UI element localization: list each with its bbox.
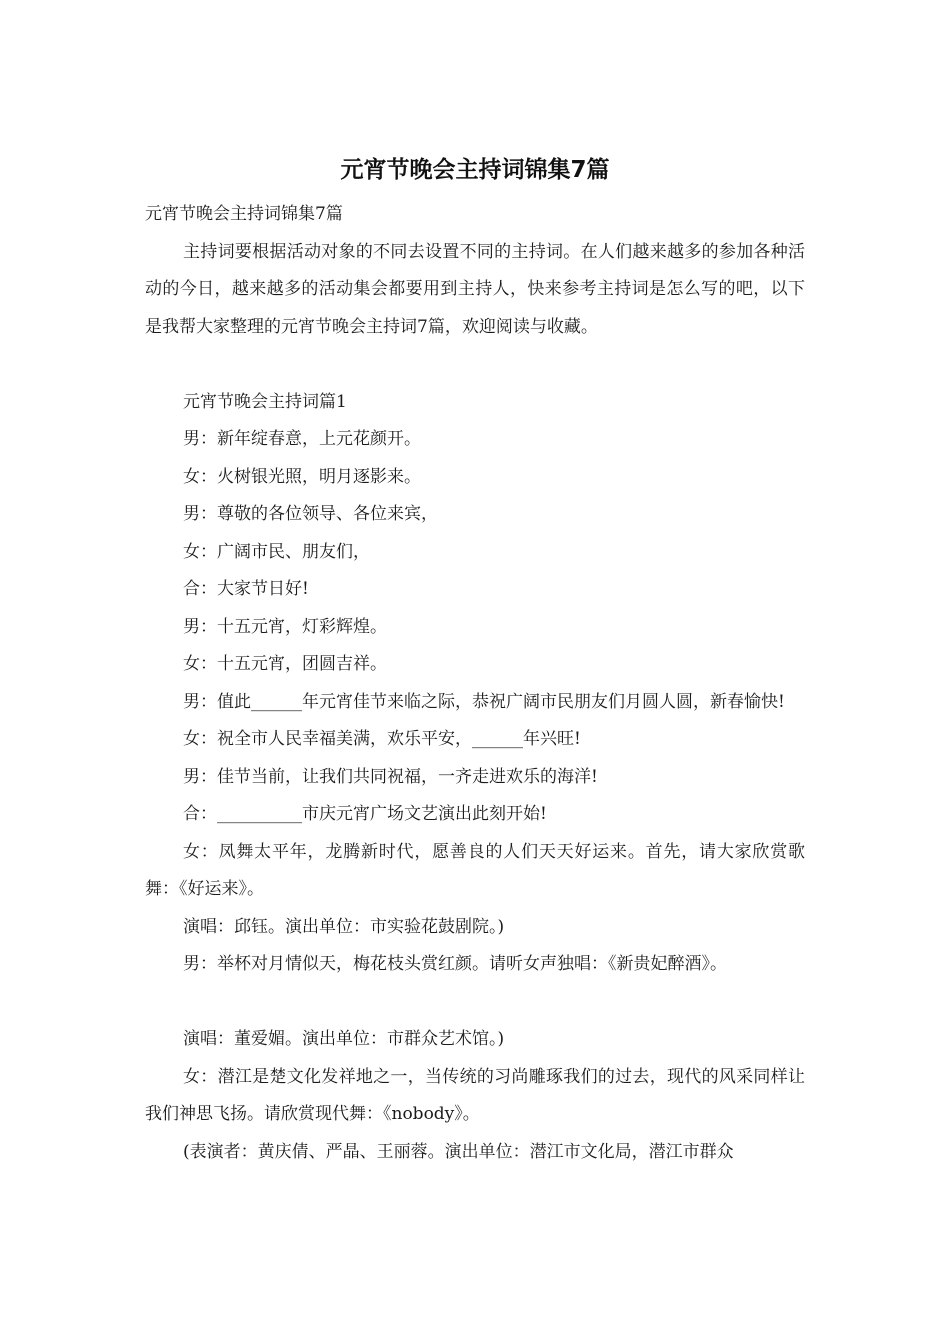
intro-paragraph: 主持词要根据活动对象的不同去设置不同的主持词。在人们越来越多的参加各种活动的今日，越来越多的活动集会都要用到主持人，快来参考主持词是怎么写的吧，以下是我帮大家整理的元宵节晚会主持词7篇，欢迎阅读与收藏。 — [145, 241, 805, 337]
dialogue-line: 女：火树银光照，明月逐影来。 — [183, 466, 421, 487]
performer-note: 演唱：董爱媚。演出单位：市群众艺术馆。) — [183, 1029, 505, 1049]
dialogue-line: 女：潜江是楚文化发祥地之一，当传统的习尚雕琢我们的过去，现代的风采同样让我们神思飞扬。请欣赏现代舞：《nobody》。 — [145, 1066, 805, 1124]
dialogue-line: 男：举杯对月情似天，梅花枝头赏红颜。请听女声独唱：《新贵妃醉酒》。 — [183, 954, 727, 974]
dialogue-line: 男：尊敬的各位领导、各位来宾， — [183, 504, 438, 524]
document-body — [145, 196, 805, 1171]
document-title: 元宵节晚会主持词锦集7篇 — [340, 157, 610, 183]
subtitle-line: 元宵节晚会主持词锦集7篇 — [145, 204, 343, 224]
dialogue-line: 女：祝全市人民幸福美满，欢乐平安，______年兴旺! — [183, 729, 581, 749]
dialogue-line: 男：新年绽春意，上元花颜开。 — [183, 429, 421, 449]
blank-line — [145, 346, 805, 384]
dialogue-line: 女：凤舞太平年，龙腾新时代，愿善良的人们天天好运来。首先，请大家欣赏歌舞：《好运来》。 — [145, 841, 805, 899]
dialogue-line: 男：值此______年元宵佳节来临之际，恭祝广阔市民朋友们月圆人圆，新春愉快! — [183, 691, 785, 712]
performer-note: 演唱：邱钰。演出单位：市实验花鼓剧院。) — [183, 916, 505, 937]
dialogue-line: 男：十五元宵，灯彩辉煌。 — [183, 616, 387, 637]
dialogue-line: 合：__________市庆元宵广场文艺演出此刻开始! — [183, 804, 547, 824]
section-heading: 元宵节晚会主持词篇1 — [183, 391, 347, 412]
dialogue-line: 合：大家节日好! — [183, 579, 309, 599]
performer-note: (表演者：黄庆倩、严晶、王丽蓉。演出单位：潜江市文化局，潜江市群众 — [183, 1141, 734, 1162]
blank-line — [145, 984, 805, 1022]
dialogue-line: 女：十五元宵，团圆吉祥。 — [183, 654, 387, 674]
dialogue-line: 男：佳节当前，让我们共同祝福，一齐走进欢乐的海洋! — [183, 766, 598, 787]
dialogue-line: 女：广阔市民、朋友们， — [183, 541, 370, 562]
